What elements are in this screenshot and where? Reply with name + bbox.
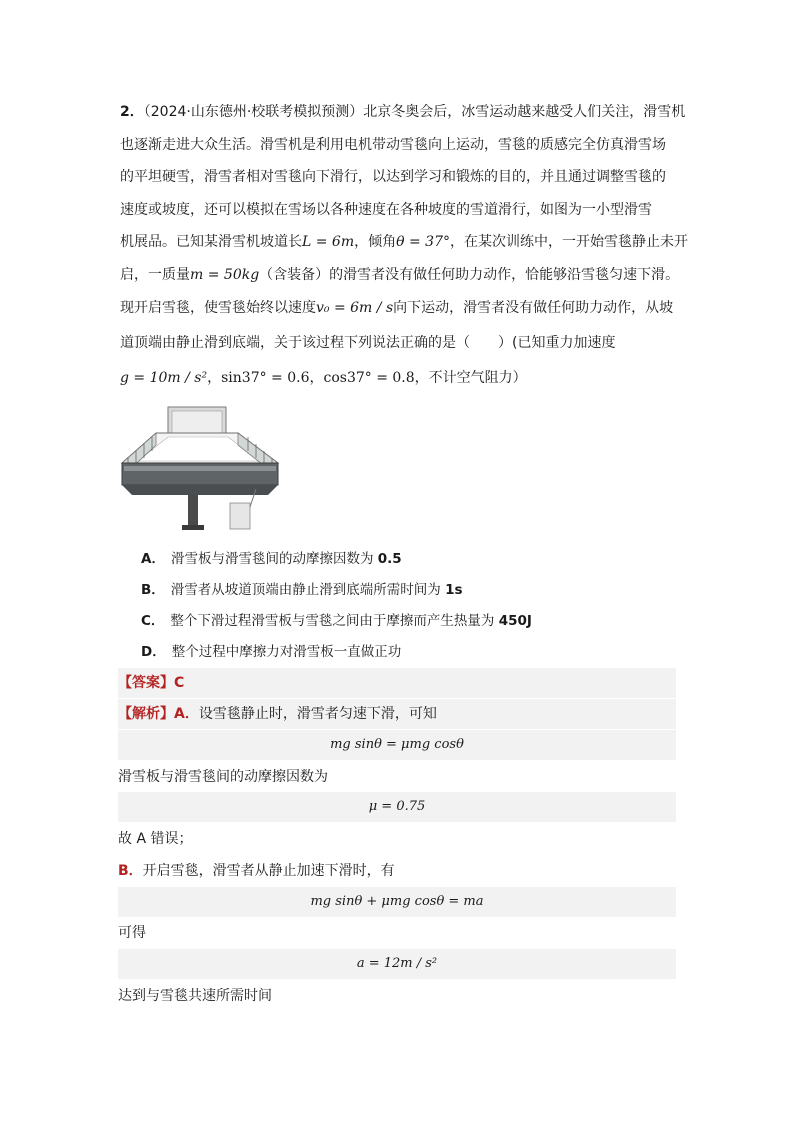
- options-list: [141, 544, 681, 668]
- question-line-1: 2．（2024·山东德州·校联考模拟预测）北京冬奥会后，冰雪运动越来越受人们关注，滑雪机: [120, 104, 686, 120]
- option-a: A． 滑雪板与滑雪毯间的动摩擦因数为 0.5: [141, 551, 402, 567]
- answer-tag: 【答案】: [118, 675, 174, 691]
- question-source: （2024·山东德州·校联考模拟预测）: [143, 104, 364, 120]
- equation-2: μ = 0.75: [118, 792, 676, 822]
- answer-row: [118, 668, 676, 698]
- analysis-tag: 【解析】: [118, 706, 174, 722]
- option-d: D． 整个过程中摩擦力对滑雪板一直做正功: [141, 644, 402, 660]
- question-stem: 2．（2024·山东德州·校联考模拟预测）北京冬奥会后，冰雪运动越来越受人们关注，滑雪机 也逐渐走进大众生活。滑雪机是利用电机带动雪毯向上运动，雪毯的质感完全仿真滑雪场 的平坦硬雪，滑雪者相对雪毯向下滑行，以达到学习和锻炼的目的，并且通过调整雪毯的 速度或坡度，还可以模拟在雪场以各种速度在各种坡度的雪道滑行，如图为一小型滑雪 机展品。已知某滑雪机坡道长L = 6m，倾角θ = 37°，在某次训练中，一开始雪毯静止未开 启，一质量m = 50kg（含装备）的滑雪者没有做任何助力动作，恰能够沿雪毯匀速下滑。 现开启雪毯，使雪毯始终以速度v₀ = 6m / s向下运动，滑雪者没有做任何助力动作，从坡 道顶端由静止滑到底端，关于该过程下列说法正确的是（ ）(已知重力加速度 g = 10m / s²，sin37° = 0.6，cos37° = 0.8，不计空气阻力）: [120, 96, 680, 396]
- answer-value: C: [174, 675, 185, 691]
- document-page: 2．（2024·山东德州·校联考模拟预测）北京冬奥会后，冰雪运动越来越受人们关注，滑雪机 也逐渐走进大众生活。滑雪机是利用电机带动雪毯向上运动，雪毯的质感完全仿真滑雪场 的平坦硬雪，滑雪者相对雪毯向下滑行，以达到学习和锻炼的目的，并且通过调整雪毯的 速度或坡度，还可以模拟在雪场以各种速度在各种坡度的雪道滑行，如图为一小型滑雪 机展品。已知某滑雪机坡道长L = 6m，倾角θ = 37°，在某次训练中，一开始雪毯静止未开 启，一质量m = 50kg（含装备）的滑雪者没有做任何助力动作，恰能够沿雪毯匀速下滑。 现开启雪毯，使雪毯始终以速度v₀ = 6m / s向下运动，滑雪者没有做任何助力动作，从坡 道顶端由静止滑到底端，关于该过程下列说法正确的是（ ）(已知重力加速度 g = 10m / s²，sin37° = 0.6，cos37° = 0.8，不计空气阻力） A． 滑雪板与滑雪毯间的动摩擦因数为 0.5 B． 滑雪者从坡道顶端由静止滑到底端所需时间为 1s C． 整个下滑过程滑雪板与雪毯之间由于摩擦而产生热量为 450J D． 整个过程中摩擦力对滑雪板一直做正功 【答案】C 【解析】A．设雪毯静止时，滑雪者匀速下滑，可知 mg sinθ = μmg cosθ 滑雪板与滑雪毯间的动摩擦因数为 μ = 0.75 故 A 错误； B．开启雪毯，滑雪者从静止加速下滑时，有 mg sinθ + μmg cosθ = ma 可得 a = 12m / s² 达到与雪毯共速所需时间: [0, 0, 794, 1123]
- equation-4: a = 12m / s²: [118, 949, 676, 979]
- analysis-row: 【解析】A．设雪毯静止时，滑雪者匀速下滑，可知: [118, 699, 676, 729]
- math-gravity: g = 10m / s²: [120, 370, 208, 386]
- math-velocity: v₀ = 6m / s: [316, 300, 394, 316]
- math-sin: sin37° = 0.6: [221, 370, 310, 386]
- equation-1: mg sinθ = μmg cosθ: [118, 730, 676, 760]
- equation-3: mg sinθ + μmg cosθ = ma: [118, 887, 676, 917]
- ski-machine-illustration: [118, 405, 284, 533]
- ski-machine-icon: [118, 405, 284, 533]
- question-number: 2．: [120, 104, 144, 120]
- math-cos: cos37° = 0.8: [323, 370, 415, 386]
- option-c: C． 整个下滑过程滑雪板与雪毯之间由于摩擦而产生热量为 450J: [141, 613, 532, 629]
- math-mass: m = 50kg: [190, 266, 260, 283]
- math-angle: θ = 37°: [396, 234, 450, 250]
- math-length: L = 6m: [302, 234, 355, 250]
- option-b: B． 滑雪者从坡道顶端由静止滑到底端所需时间为 1s: [141, 582, 463, 598]
